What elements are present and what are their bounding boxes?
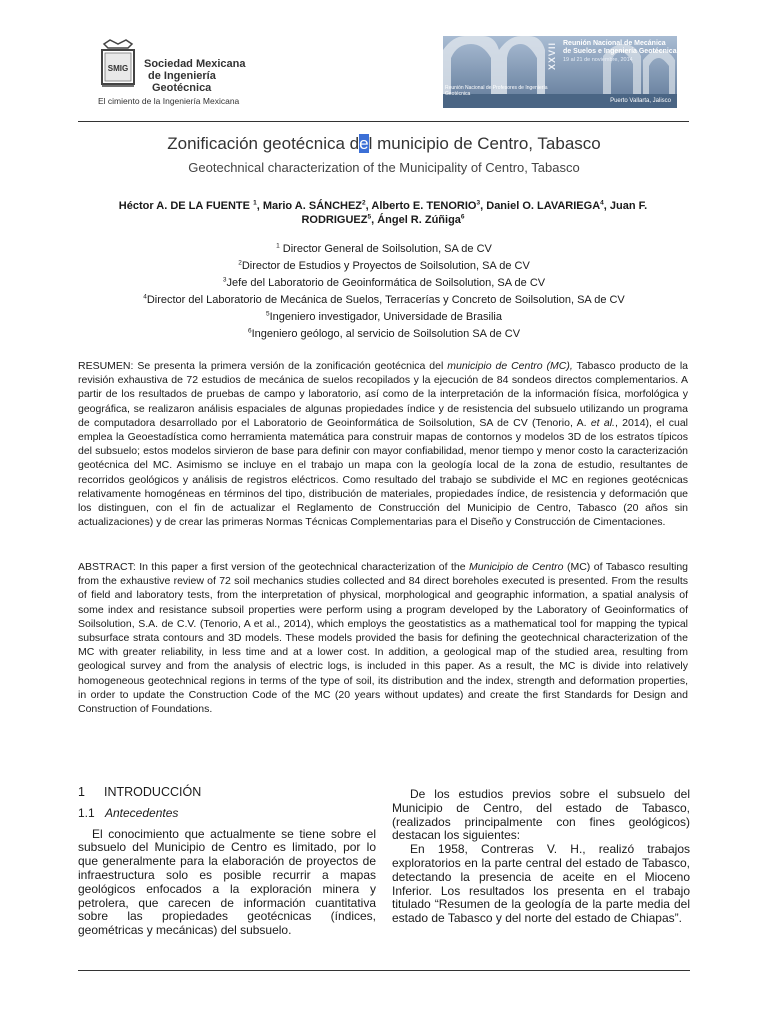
body-column-left [78,786,376,938]
affiliation-note: 3 [222,276,227,284]
author-note: 3 [476,199,481,207]
affiliation-note: 4 [143,293,147,301]
conference-banner [443,36,677,108]
affiliation-text: Director General de Soilsolution, SA de CV [279,243,492,255]
body-paragraph: De los estudios previos sobre el subsuelo del Municipio de Centro, del estado de Tabasco, (realizados principalmente con fines geológicos) destacan los siguientes: [392,787,690,843]
org-name-line: de Ingeniería [148,70,216,82]
author-name: Héctor A. DE LA FUENTE [118,200,250,212]
author-name: Mario A. SÁNCHEZ [262,200,363,212]
smig-emblem-icon [98,38,138,90]
author-name: Juan F. RODRIGUEZ [301,200,648,226]
author-list: Héctor A. DE LA FUENTE $^1$, Mario A. SÁNCHEZ$^2$, Alberto E. TENORIO$^3$, Daniel O. LAVARIEGA$^4$, Juan F. RODRIGUEZ$^5$, Ángel R. Zúñiga$^6$ [118,199,648,226]
affiliation-text: Ingeniero investigador, Universidade de Brasilia [269,311,502,323]
affiliation [0,326,768,343]
subsection-number: 1.1 [78,805,95,820]
resumen-italic: et al. [590,416,615,429]
conference-association [445,86,548,97]
affiliation-note: 5 [266,310,270,318]
affiliation [0,292,768,309]
abstract-text: (MC) of Tabasco resulting from the exhaustive review of 72 soil mechanics studies collected and 84 direct boreholes executed is presented. From the results of field and laboratory tests, from the interpretation of physical, morphological and geographic information, a spatial analysis of some index and resistance subsoil properties were perform using a program developed by the Laboratory of Geoinformatics of Soilsolution, S.A. de C.V. (Tenorio, A et al., 2014), which employs the geostatistics as a mathematical tool for mapping the typical subsurface strata contours and 3D models. These models provided the basis for defining the geotechnical characterization of the MC with greater reliability, in less time and at a lower cost. In addition, a geological map of the studied area, resulting from geological survey and from the analysis of electric logs, is included in this paper. As a result, the MC is divide into relatively homogeneous geotechnical regions in terms of the type of soil, its distribution and the index, strength and deformation properties, in order to update the Construction Code of the MC (20 years without updates) and create the first Standards for Design and Construction of Foundations. [78,561,689,716]
author-note: 5 [367,213,372,221]
affiliation-text: Ingeniero geólogo, al servicio de Soilsolution SA de CV [251,328,521,340]
affiliation-note: 2 [238,259,242,267]
affiliation [0,309,768,326]
affiliation-note: 1 [276,242,280,250]
paper-title [0,134,768,154]
title-selected-char[interactable]: e [359,134,369,153]
affiliation-text: Director de Estudios y Proyectos de Soilsolution, SA de CV [241,260,530,272]
org-name [144,58,246,94]
conference-dates: 19 al 21 de noviembre, 2014 [563,57,633,63]
author-name: Daniel O. LAVARIEGA [486,200,601,212]
footer-divider [468,970,690,971]
title-part: l municipio de Centro, Tabasco [368,134,601,153]
resumen-text: , 2014), el cual emplea la Geoestadística como herramienta matemática para construir mapas de contornos y modelos 3D de los estratos típicos del subsuelo; estos modelos sirvieron de base para definir con mayor confiabilidad, menor tiempo y menor costo la caracterización geotécnica del MC. Asimismo se incluye en el trabajo un mapa con la geología local de la zona de estudio, resultantes de recorridos geológicos y análisis de registros eléctricos. Como resultado del trabajo se subdivide el MC en regiones geotécnicas relativamente homogéneas en términos del tipo, distribución de materiales, propiedades índice, de resistencia y deformación que los distinguen, con el fin de actualizar el Reglamento de Construcción del Municipio de Centro, Tabasco (20 años sin actualizaciones) y de crear las primeras Normas Técnicas Complementarias para el Diseño y Construcción de Cimentaciones. [78,416,688,529]
affiliation-list [0,241,768,343]
affiliation-text: Jefe del Laboratorio de Geoinformática de Soilsolution, SA de CV [226,277,546,289]
section-heading [78,786,376,800]
resumen-italic: municipio de Centro (MC), [447,360,573,372]
org-tagline: El cimiento de la Ingeniería Mexicana [98,96,240,106]
author-note: 6 [460,213,465,221]
affiliation [0,258,768,275]
abstract-italic: Municipio de Centro [469,561,564,573]
association-line: Geotécnica [445,90,471,97]
abstract-text: ABSTRACT: In this paper a first version of the geotechnical characterization of the [78,561,470,573]
footer-divider [78,970,468,971]
affiliation [0,275,768,292]
paper-title-english: Geotechnical characterization of the Municipality of Centro, Tabasco [188,160,580,175]
title-part: Zonificación geotécnica d [167,134,360,153]
smig-logo [96,36,266,112]
org-name-line: Geotécnica [152,82,212,94]
author-name: Alberto E. TENORIO [371,200,477,212]
section-title: INTRODUCCIÓN [104,785,202,799]
resumen-paragraph [78,359,688,529]
logo-text: SMIG [107,64,129,73]
resumen-text: Tabasco producto de la revisión exhaustiva de 72 estudios de mecánica de suelos recopilados y la ejecución de 84 sondeos directos complementarios. A partir de los resultados de pruebas de campo y laboratorio, así como de la interpretación de la información física, morfológica y geográfica, se realizaron análisis espaciales de algunas propiedades índice y de resistencia del subsuelo utilizando un programa de computadora desarrollado por el Laboratorio de Geoinformática de Soilsolution, SA de CV (Tenorio, A. [78,360,689,429]
author-note: 2 [362,199,366,207]
body-paragraph: El conocimiento que actualmente se tiene sobre el subsuelo del Municipio de Centro es limitado, por lo que generalmente para la elaboración de proyectos de infraestructura solo es posible recurrir a mapas geológicos enfocados a la exploración minera y petrolera, que carecen de información cuantitativa sobre las propiedades geotécnicas (índices, geométricas y mecánicas) del subsuelo. [78,826,376,938]
edition-number: XXVII [547,42,557,71]
affiliation-text: Director del Laboratorio de Mecánica de Suelos, Terracerías y Concreto de Soilsolution, SA de CV [146,294,625,306]
association-line: Reunión Nacional de Profesores de Ingeniería [445,85,548,91]
body-paragraph: En 1958, Contreras V. H., realizó trabajos exploratorios en la parte central del estado de Tabasco, detectando la presencia de aceite en el Mioceno Inferior. Los resultados los presenta en el trabajo titulado “Resumen de la geología de la parte media del estado de Tabasco y del norte del estado de Chiapas”. [392,842,690,926]
subsection-heading [78,807,376,821]
conference-place: Puerto Vallarta, Jalisco [610,98,671,104]
affiliation-note: 6 [247,327,252,335]
conference-title-line: Reunión Nacional de Mecánica [563,40,666,47]
body-column-right [392,788,690,926]
conference-title [563,40,677,55]
section-number: 1 [78,785,85,799]
author-note: 4 [600,199,604,207]
resumen-text: RESUMEN: Se presenta la primera versión de la zonificación geotécnica del [78,360,448,372]
org-name-line: Sociedad Mexicana [144,58,246,70]
conference-title-line: de Suelos e Ingeniería Geotécnica [563,47,677,55]
author-note: 1 [253,199,257,207]
author-name: Ángel R. Zúñiga [377,214,461,226]
affiliation [0,241,768,258]
subsection-title: Antecedentes [105,805,179,820]
header-divider [78,121,689,122]
abstract-paragraph [78,560,688,716]
